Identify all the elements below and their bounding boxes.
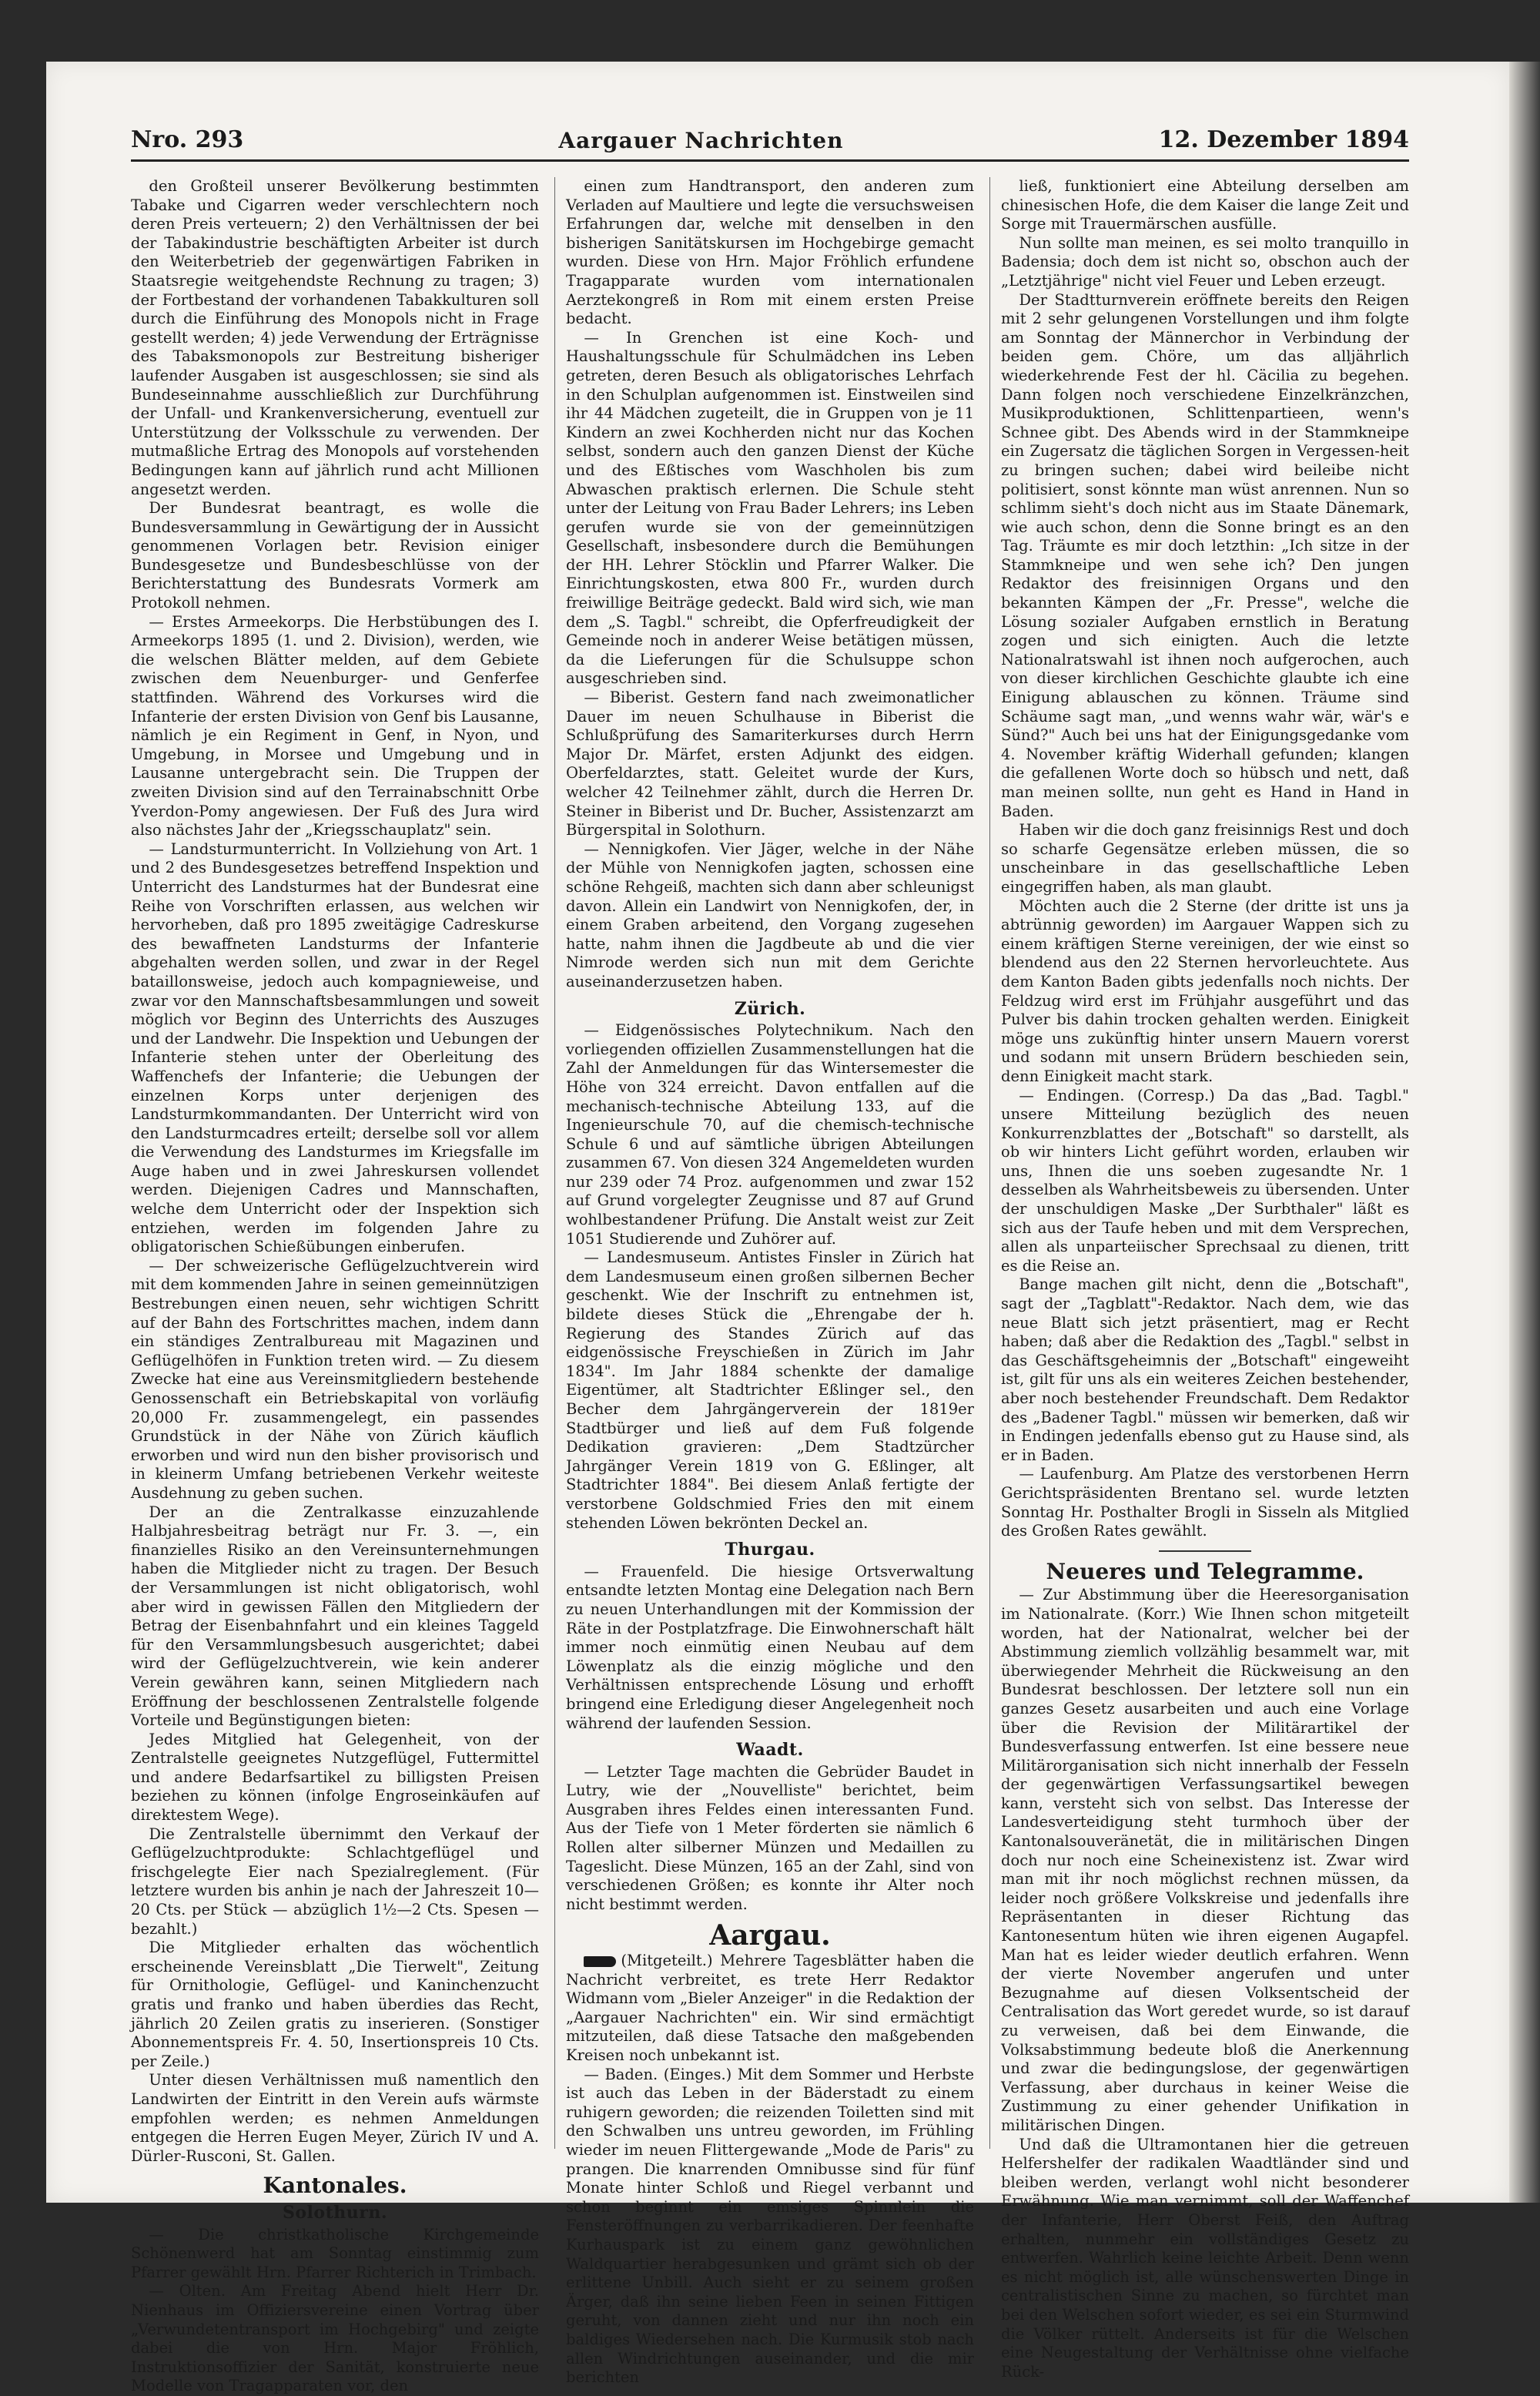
column-1: [131, 177, 539, 2395]
paragraph: Der Stadtturnverein eröffnete bereits den Reigen mit 2 sehr gelungenen Vorstellungen und ihm folgte am Sonntag der Männerchor in Verbindung der beiden gem. Chöre, um das alljährlich wiederkehrende Fest der hl. Cäcilia zu begehen. Dann folgen noch verschiedene Einzelkränzchen, Musikproduktionen, Schlittenpartieen, wenn's Schnee gibt. Des Abends wird in der Stammkneipe ein Zugersatz die täglichen Sorgen in Vergessen-heit zu bringen suchen; dabei wird beileibe nicht politisiert, sonst könnte man wüst anrennen. Nun so schlimm sieht's doch nicht aus im Staate Dänemark, wie auch schon, denn die Sonne bringt es an den Tag. Träumte es mir doch letzthin: „Ich sitze in der Stammkneipe und wen sehe ich? Den jungen Redaktor des freisinnigen Organs und den bekannten Kämpen der „Fr. Presse", welche die Lösung sozialer Aufgaben ernstlich in Beratung zogen und sich einigten. Auch die letzte Nationalratswahl ist ihnen noch aufgerochen, auch von dieser kirchlichen Geschichte glaubte ich eine Einigung ablauschen zu können. Träume sind Schäume sagt man, „und wenns wahr wär, wär's e Sünd?" Auch bei uns hat der Einigungsgedanke vom 4. November kräftig Widerhall gefunden; klangen die gefallenen Worte doch so hübsch und nett, daß man meinen sollte, nun geht es Hand in Hand in Baden.: [1001, 290, 1409, 820]
paragraph: den Großteil unserer Bevölkerung bestimmten Tabake und Cigarren weder verschlechtern noch deren Preis verteuern; 2) den Verhältnissen der bei der Tabakindustrie beschäftigten Arbeiter ist durch den Weiterbetrieb der gegenwärtigen Fabriken in Staatsregie weitgehendste Rechnung zu tragen; 3) der Fortbestand der vorhandenen Tabakkulturen soll durch die Einführung des Monopols nicht in Frage gestellt werden; 4) jede Verwendung der Erträgnisse des Tabaksmonopols zur Bestreitung bisheriger laufender Ausgaben ist ausgeschlossen; sie sind als Bundeseinnahme ausschließlich zur Durchführung der Unfall- und Krankenversicherung, eventuell zur Unterstützung der Volksschule zu verwenden. Der mutmaßliche Ertrag des Monopols auf vorstehenden Bedingungen kann auf jährlich rund acht Millionen angesetzt werden.: [131, 177, 539, 498]
page-edge: [1509, 62, 1540, 2203]
paragraph: [566, 1952, 974, 2066]
paragraph: — Nennigkofen. Vier Jäger, welche in der Nähe der Mühle von Nennigkofen jagten, schossen eine schöne Rehgeiß, machten sich dann aber schleunigst davon. Allein ein Landwirt von Nennigkofen, der, in einem Graben arbeitend, den Vorgang zugesehen hatte, nahm ihnen die Jagdbeute ab und die vier Nimrode werden sich nun mit dem Gerichte auseinanderzusetzen haben.: [566, 839, 974, 990]
paragraph: — Der schweizerische Geflügelzuchtverein wird mit dem kommenden Jahre in seinen gemeinnützigen Bestrebungen einen neuen, sehr wichtigen Schritt auf der Bahn des Fortschrittes machen, indem dann ein ständiges Zentralbureau mit Magazinen und Geflügelhöfen in Funktion treten wird. — Zu diesem Zwecke hat eine aus Vereinsmitgliedern bestehende Genossenschaft ein Betriebskapital von vorläufig 20,000 Fr. zusammengelegt, ein passendes Grundstück in der Nähe von Zürich käuflich erworben und wird nun den bisher provisorisch und in kleinerm Umfang betriebenen Verkehr weiteste Ausdehnung zu geben suchen.: [131, 1256, 539, 1502]
paragraph: — Laufenburg. Am Platze des verstorbenen Herrn Gerichtspräsidenten Brentano sel. wurde letzten Sonntag Hr. Posthalter Brogli in Sisseln als Mitglied des Großen Rates gewählt.: [1001, 1465, 1409, 1540]
paragraph: — Landesmuseum. Antistes Finsler in Zürich hat dem Landesmuseum einen großen silbernen Becher geschenkt. Wie der Inschrift zu entnehmen ist, bildete dieses Stück die „Ehrengabe der h. Regierung des Standes Zürich auf das eidgenössische Freyschießen in Zürich im Jahr 1834". Im Jahr 1884 schenkte der damalige Eigentümer, alt Stadtrichter Eßlinger sel., den Becher dem Jahrgängerverein der 1819er Stadtbürger und ließ auf dem Fuß folgende Dedikation gravieren: „Dem Stadtzürcher Jahrgänger Verein 1819 von G. Eßlinger, alt Stadtrichter 1884". Bei diesem Anlaß fertigte der verstorbene Goldschmied Fries den mit einem stehenden Löwen bekrönten Deckel an.: [566, 1248, 974, 1532]
paragraph: — Zur Abstimmung über die Heeresorganisation im Nationalrate. (Korr.) Wie Ihnen schon mitgeteilt worden, hat der Nationalrat, welcher bei der Abstimmung ziemlich vollzählig besammelt war, mit überwiegender Mehrheit die Rückweisung an den Bundesrat beschlossen. Der letztere soll nun ein ganzes Gesetz ausarbeiten und auch eine Vorlage über die Revision der Militärartikel der Bundesverfassung entwerfen. Ist eine bessere neue Militärorganisation sich nicht innerhalb der Fesseln der gegenwärtigen Verfassungsartikel bewegen kann, versteht sich von selbst. Das Interesse der Landesverteidigung steht turmhoch über der Kantonalsouveränetät, die in militärischen Dingen doch nur noch eine Scheinexistenz ist. Zwar wird man mit ihr noch möglichst rechnen müssen, da leider noch größere Volkskreise und jedenfalls ihre Repräsentanten in dieser Richtung das Kantonesentum hüten wie ihren eigenen Augapfel. Man hat es leider wieder deutlich erfahren. Wenn der vierte November angerufen und unter Bezugnahme auf diesen Volksentscheid der Centralisation das Wort geredet wurde, so ist darauf zu verweisen, daß bei dem Einwande, die Volksabstimmung bedeute bloß die Anerkennung und zwar die bedingungslose, der gegenwärtigen Verfassung, aber durchaus in keiner Weise die Zustimmung zu einer gehender Unifikation in militärischen Dingen.: [1001, 1586, 1409, 2134]
section-divider: [1159, 1550, 1251, 1552]
paragraph: — Endingen. (Corresp.) Da das „Bad. Tagbl." unsere Mitteilung bezüglich des neuen Konkurrenzblattes der „Botschaft" so darstellt, als ob wir hinters Licht geführt worden, erlauben wir uns, Ihnen die uns soeben zugesandte Nr. 1 desselben als Wahrheitsbeweis zu übersenden. Unter der unschuldigen Maske „Der Surbthaler" läßt es sich aus der Taufe heben und mit dem Versprechen, allen als unparteiischer Sprechsaal zu dienen, tritt es die Reise an.: [1001, 1086, 1409, 1275]
paragraph: Haben wir die doch ganz freisinnigs Rest und doch so scharfe Gegensätze erleben müssen, die so unscheinbare in das gesellschaftliche Leben eingegriffen haben, als man glaubt.: [1001, 821, 1409, 896]
section-heading-kantonales: Kantonales.: [263, 2173, 407, 2199]
paragraph: — Frauenfeld. Die hiesige Ortsverwaltung entsandte letzten Montag eine Delegation nach Bern zu neuen Unterhandlungen mit der Kommission der Räte in der Postplatzfrage. Die Einwohnerschaft hält immer noch einmütig einen Neubau auf dem Löwenplatz als die einzig mögliche und den Verhältnissen entsprechende Lösung und erhofft bringend eine Erledigung dieser Angelegenheit noch während der laufenden Session.: [566, 1562, 974, 1732]
article-columns: [131, 177, 1409, 2395]
paragraph: — Olten. Am Freitag Abend hielt Herr Dr. Nienhaus im Offiziersvereine einen Vortrag über „Verwundetentransport im Hochgebirg" und zeigte dabei die von Hrn. Major Fröhlich, Instruktionsoffizier der Sanität, konstruierte neue Modelle von Tragapparaten vor, den: [131, 2282, 539, 2395]
pointing-hand-icon: [584, 1956, 616, 1967]
newspaper-title: Aargauer Nachrichten: [558, 128, 844, 153]
paragraph: — Eidgenössisches Polytechnikum. Nach den vorliegenden offiziellen Zusammenstellungen hat die Zahl der Anmeldungen für das Wintersemester die Höhe von 324 erreicht. Davon entfallen auf die mechanisch-technische Abteilung 133, auf die Ingenieurschule 70, auf die chemisch-technische Schule 6 und auf sämtliche übrigen Abteilungen zusammen 67. Von diesen 324 Angemeldeten wurden nur 239 oder 74 Proz. aufgenommen und zwar 152 auf Grund vorgelegter Zeugnisse und 87 auf Grund wohlbestandener Prüfung. Die Anstalt weist zur Zeit 1051 Studierende und Zuhörer auf.: [566, 1021, 974, 1248]
section-heading-zurich: Zürich.: [734, 998, 806, 1019]
paragraph: Die Zentralstelle übernimmt den Verkauf der Geflügelzuchtprodukte: Schlachtgeflügel und frischgelegte Eier nach Spezialreglement. (Für letztere wurden bis anhin je nach der Jahreszeit 10—20 Cts. per Stück — abzüglich 1½—2 Cts. Spesen — bezahlt.): [131, 1825, 539, 1938]
paragraph: Unter diesen Verhältnissen muß namentlich den Landwirten der Eintritt in den Verein aufs wärmste empfohlen werden; es nehmen Anmeldungen entgegen die Herren Eugen Meyer, Zürich IV und A. Dürler-Rusconi, St. Gallen.: [131, 2071, 539, 2165]
paragraph: ließ, funktioniert eine Abteilung derselben am chinesischen Hofe, die dem Kaiser die lange Zeit und Sorge mit Trauermärschen ausfülle.: [1001, 177, 1409, 233]
section-heading-waadt: Waadt.: [736, 1740, 804, 1761]
paragraph: — Letzter Tage machten die Gebrüder Baudet in Lutry, wie der „Nouvelliste" berichtet, beim Ausgraben ihres Feldes einen interessanten Fund. Aus der Tiefe von 1 Meter förderten sie nämlich 6 Rollen alter silberner Münzen und Medaillen zu Tageslicht. Diese Münzen, 165 an der Zahl, sind von verschiedenen Größen; es konnte ihr Alter noch nicht bestimmt werden.: [566, 1762, 974, 1913]
section-heading-thurgau: Thurgau.: [725, 1540, 815, 1560]
paragraph: Nun sollte man meinen, es sei molto tranquillo in Badensia; doch dem ist nicht so, obschon auch der „Letztjährige" nicht viel Feuer und Leben erzeugt.: [1001, 233, 1409, 290]
paragraph: Jedes Mitglied hat Gelegenheit, von der Zentralstelle geeignetes Nutzgeflügel, Futtermittel und andere Bedarfsartikel zu billigsten Preisen beziehen zu können (infolge Engroseinkäufen auf direktestem Wege).: [131, 1730, 539, 1825]
paragraph: — Erstes Armeekorps. Die Herbstübungen des I. Armeekorps 1895 (1. und 2. Division), werden, wie die welschen Blätter melden, auf dem Gebiete zwischen dem Neuenburger- und Genferfee stattfinden. Während des Vorkurses wird die Infanterie der ersten Division von Genf bis Lausanne, nämlich je ein Regiment in Genf, in Nyon, und Umgebung, in Morsee und Umgebung und in Lausanne untergebracht sein. Die Truppen der zweiten Division sind auf den Terrainabschnitt Orbe Yverdon-Pomy angewiesen. Der Fuß des Jura wird also nächstes Jahr der „Kriegsschauplatz" sein.: [131, 612, 539, 839]
paragraph: Möchten auch die 2 Sterne (der dritte ist uns ja abtrünnig geworden) im Aargauer Wappen sich zu einem kräftigen Sterne vereinigen, der wie einst so blendend aus den 22 Sternen hervorleuchtete. Aus dem Kanton Baden gibts jedenfalls noch nichts. Der Feldzug wird erst im Frühjahr ausgeführt und das Pulver bis dahin trocken gehalten werden. Einigkeit möge uns zukünftig hinter unsern Mauern vorerst und sodann mit unsern Brüdern beschieden sein, denn Einigkeit macht stark.: [1001, 896, 1409, 1085]
paragraph: — In Grenchen ist eine Koch- und Haushaltungsschule für Schulmädchen ins Leben getreten, deren Besuch als obligatorisches Lehrfach in den Schulplan aufgenommen ist. Einstweilen sind ihr 44 Mädchen zugeteilt, die in Gruppen von je 11 Kindern an zwei Kochherden nicht nur das Kochen selbst, sondern auch den ganzen Dienst der Küche und des Eßtisches vom Waschholen bis zum Abwaschen praktisch erlernen. Die Schule steht unter der Leitung von Frau Bader Lehrers; ins Leben gerufen wurde sie von der gemeinnützigen Gesellschaft, insbesondere durch die Bemühungen der HH. Lehrer Stöcklin und Pfarrer Walker. Die Einrichtungskosten, etwa 800 Fr., wurden durch freiwillige Beiträge gedeckt. Bald wird sich, wie man dem „S. Tagbl." schreibt, die Opferfreudigkeit der Gemeinde noch in anderer Weise betätigen müssen, da die Lieferungen für die Schulsuppe schon ausgeschrieben sind.: [566, 328, 974, 688]
column-2: [554, 177, 974, 2387]
paragraph: einen zum Handtransport, den anderen zum Verladen auf Maultiere und legte die versuchsweisen Erfahrungen dar, welche mit denselben in den bisherigen Sanitätskursen im Hochgebirge gemacht wurden. Diese von Hrn. Major Fröhlich erfundene Tragapparate wurden vom internationalen Aerztekongreß in Rom mit einem ersten Preise bedacht.: [566, 177, 974, 328]
issue-number: Nro. 293: [131, 126, 244, 153]
paragraph: Der an die Zentralkasse einzuzahlende Halbjahresbeitrag beträgt nur Fr. 3. —, ein finanzielles Risiko an den Vereinsunternehmungen haben die Mitglieder nicht zu tragen. Der Besuch der Versammlungen ist nicht obligatorisch, wohl aber wird in gewissen Fällen den Mitgliedern der Betrag der Eisenbahnfahrt und ein kleines Taggeld für den Versammlungsbesuch ausgerichtet; dabei wird der Geflügelzuchtverein, wie kein anderer Verein gewähren kann, seinen Mitgliedern nach Eröffnung der beschlossenen Zentralstelle folgende Vorteile und Begünstigungen bieten:: [131, 1503, 539, 1730]
section-heading-neueres: Neueres und Telegramme.: [1046, 1558, 1364, 1584]
paragraph: Bange machen gilt nicht, denn die „Botschaft", sagt der „Tagblatt"-Redaktor. Nach dem, wie das neue Blatt sich jetzt präsentiert, mag er Recht haben; daß aber die Redaktion des „Tagbl." selbst in das Geschäftsgeheimnis der „Botschaft" eingeweiht ist, gilt für uns als ein weiteres Zeichen bestehender, aber noch bestehender Freundschaft. Dem Redaktor des „Badener Tagbl." müssen wir bemerken, daß wir in Endingen jedenfalls ebenso gut zu Hause sind, als er in Baden.: [1001, 1275, 1409, 1464]
paragraph: Der Bundesrat beantragt, es wolle die Bundesversammlung in Gewärtigung der in Aussicht genommenen Vorlagen betr. Revision einiger Bundesgesetze und Bundesbeschlüsse von der Berichterstattung des Bundesrats Vormerk am Protokoll nehmen.: [131, 499, 539, 612]
paragraph: — Baden. (Einges.) Mit dem Sommer und Herbste ist auch das Leben in der Bäderstadt zu einem ruhigern geworden; die reizenden Toiletten sind mit den Schwalben uns untreu geworden, im Frühling wieder im neuen Flittergewande „Mode de Paris" zu prangen. Die knarrenden Omnibusse sind für fünf Monate hinter Schloß und Riegel verbannt und schon beginnt ein emsiges Spinnlein die Fensteröffnungen zu verbarrikadieren. Der feenhafte Kurhauspark ist zu einem ganz gewöhnlichen Waldquartier herabgesunken und grämt sich ob der erlittene Unbill. Auch sieht er zu seinem großen Ärger, daß ihn seine lieben Feen in seinen Fittigen geruht, von dannen zieht und nur ihn noch ein baldiges Wiedersehen nach. Die Kurmusik stob nach allen Windrichtungen auseinander, und die mir berichten: [566, 2065, 974, 2387]
issue-date: 12. Dezember 1894: [1158, 126, 1409, 153]
paragraph: — Die christkatholische Kirchgemeinde Schönenwerd hat am Sonntag einstimmig zum Pfarrer gewählt Hrn. Pfarrer Richterich in Trimbach.: [131, 2225, 539, 2281]
paragraph: Die Mitglieder erhalten das wöchentlich erscheinende Vereinsblatt „Die Tierwelt", Zeitung für Ornithologie, Geflügel- und Kaninchenzucht gratis und franko und haben überdies das Recht, jährlich 20 Zeilen gratis zu inserieren. (Sonstiger Abonnementspreis Fr. 4. 50, Insertionspreis 10 Cts. per Zeile.): [131, 1939, 539, 2070]
paragraph-text: (Mitgeteilt.) Mehrere Tagesblätter haben die Nachricht verbreitet, es trete Herr Redaktor Widmann vom „Bieler Anzeiger" in die Redaktion der „Aargauer Nachrichten" ein. Wir sind ermächtigt mitzuteilen, daß diese Tatsache den maßgebenden Kreisen noch unbekannt ist.: [566, 1952, 974, 2064]
page-header: [131, 116, 1409, 162]
section-heading-solothurn: Solothurn.: [283, 2202, 387, 2223]
paragraph: Und daß die Ultramontanen hier die getreuen Helfershelfer der radikalen Waadtländer sind und bleiben werden, verlangt wohl nicht besonderer Erwähnung. Wie man vernimmt, soll der Waffenchef der Infanterie, Herr Oberst Feiß, den Auftrag erhalten, nunmehr ein vollständiges Gesetz zu entwerfen. Wahrlich keine leichte Arbeit. Denn wenn es nicht möglich ist, alle wünschenswerten Dinge in centralistischen Sinne zu machen, so fürchtet man bei den Welschen sofort wieder, es sei ein Sturmwind die Völker rüttelt. Anderseits ist für die Welschen eine Neugestaltung der Verhältnisse ohne vielfache Rück-: [1001, 2135, 1409, 2381]
section-heading-aargau: Aargau.: [709, 1919, 831, 1952]
paragraph: — Landsturmunterricht. In Vollziehung von Art. 1 und 2 des Bundesgesetzes betreffend Inspektion und Unterricht des Landsturmes hat der Bundesrat eine Reihe von Vorschriften erlassen, aus welchen wir hervorheben, daß pro 1895 zweitägige Cadreskurse des bewaffneten Landsturms der Infanterie abgehalten werden sollen, und zwar in der Regel bataillonsweise, jedoch auch kompagnieweise, und zwar vor den Mannschaftsbesammlungen und soweit möglich vor Beginn des Unterrichts des Auszuges und der Landwehr. Die Inspektion und Uebungen der Infanterie stehen unter der Oberleitung des Waffenchefs der Infanterie; die Uebungen der einzelnen Korps unter derjenigen des Landsturmkommandanten. Der Unterricht wird von den Landsturmcadres erteilt; derselbe soll vor allem die Verwendung des Landsturmes im Kriegsfalle im Auge haben und in zwei Jahreskursen vollendet werden. Diejenigen Cadres und Mannschaften, welche dem Unterricht oder der Inspektion sich entziehen, werden im folgenden Jahre zu obligatorischen Schießübungen einberufen.: [131, 839, 539, 1256]
column-3: [989, 177, 1409, 2381]
paragraph: — Biberist. Gestern fand nach zweimonatlicher Dauer im neuen Schulhause in Biberist die Schlußprüfung des Samariterkurses durch Herrn Major Dr. Märfet, ersten Adjunkt des eidgen. Oberfeldarztes, statt. Geleitet wurde der Kurs, welcher 42 Teilnehmer zählt, durch die Herren Dr. Steiner in Biberist und Dr. Bucher, Assistenzarzt am Bürgerspital in Solothurn.: [566, 689, 974, 839]
